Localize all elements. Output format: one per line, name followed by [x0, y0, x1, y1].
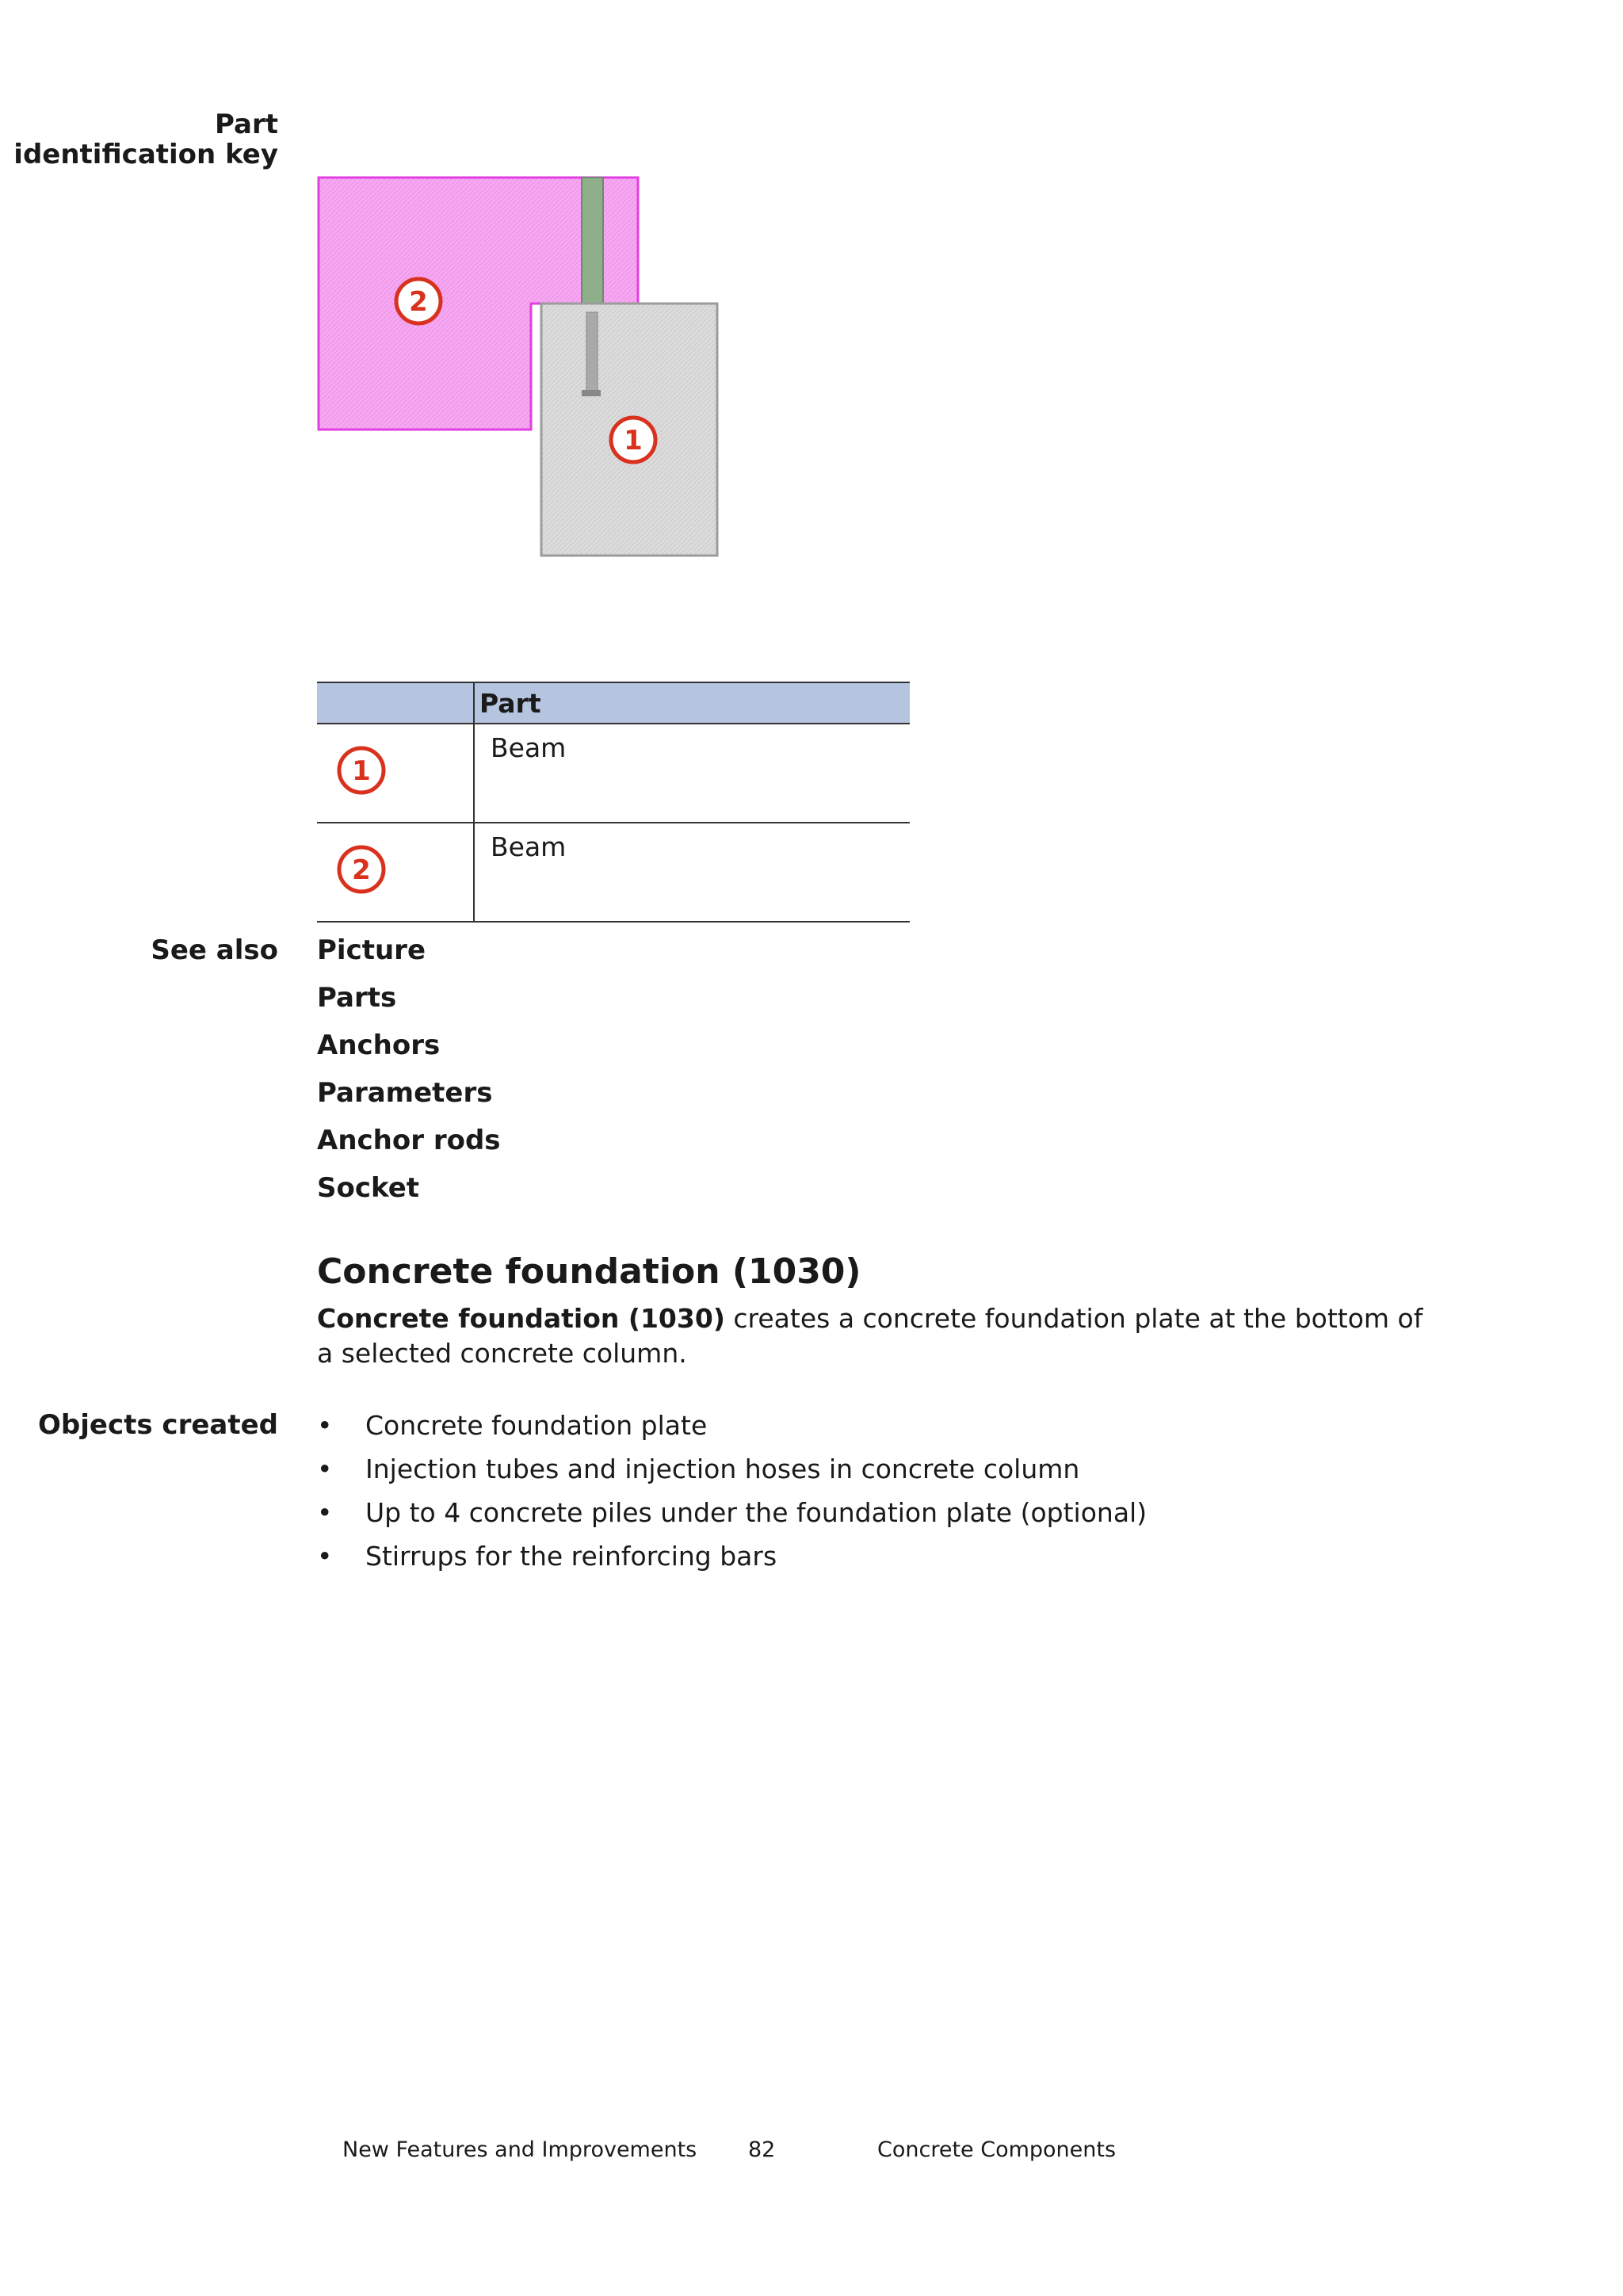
section-title: Concrete foundation (1030): [317, 1251, 861, 1292]
see-also-link-parameters[interactable]: Parameters: [317, 1077, 493, 1109]
see-also-link-parts[interactable]: Parts: [317, 982, 397, 1014]
part-identification-figure: [317, 176, 721, 560]
list-item: [317, 1496, 1147, 1540]
footer-document-title: New Features and Improvements: [342, 2137, 697, 2162]
part-key-label-line2: identification key: [13, 139, 278, 170]
objects-created-list: [317, 1409, 1147, 1584]
anchor-foot-shape: [582, 390, 601, 396]
intro-bold-term: Concrete foundation (1030): [317, 1303, 725, 1334]
svg-text:2: 2: [409, 286, 428, 318]
column-shape: [582, 178, 603, 306]
part-table-header-row: [317, 682, 910, 724]
section-intro: [317, 1301, 1442, 1371]
bullet-icon: •: [317, 1410, 333, 1441]
see-also-link-socket[interactable]: Socket: [317, 1172, 420, 1204]
marker-1-icon: [611, 418, 655, 462]
part-identification-key-label: [13, 109, 278, 170]
table-cell-part: Beam: [474, 724, 910, 823]
marker-2-icon: [396, 279, 441, 323]
table-row: [317, 724, 910, 823]
table-cell-marker: [317, 724, 474, 823]
list-item-text: Stirrups for the reinforcing bars: [365, 1541, 777, 1572]
bullet-icon: •: [317, 1497, 333, 1528]
list-item-text: Injection tubes and injection hoses in concrete column: [365, 1454, 1080, 1484]
footer-page-number: 82: [748, 2137, 776, 2162]
svg-text:2: 2: [352, 854, 371, 886]
part-table-header-part: Part: [474, 682, 910, 724]
part-key-label-line1: Part: [215, 109, 278, 140]
part-table: [317, 682, 910, 923]
bullet-icon: •: [317, 1454, 333, 1484]
table-cell-part: Beam: [474, 823, 910, 922]
list-item-text: Up to 4 concrete piles under the foundation plate (optional): [365, 1497, 1148, 1528]
list-item-text: Concrete foundation plate: [365, 1410, 708, 1441]
bullet-icon: •: [317, 1541, 333, 1572]
objects-created-label: Objects created: [37, 1409, 278, 1441]
see-also-list: [317, 934, 501, 1219]
see-also-label: See also: [151, 934, 278, 966]
part-identification-diagram: [317, 176, 721, 560]
footer-chapter-title: Concrete Components: [877, 2137, 1117, 2162]
list-item: [317, 1409, 1147, 1453]
see-also-link-picture[interactable]: Picture: [317, 934, 426, 966]
list-item: [317, 1540, 1147, 1584]
see-also-link-anchors[interactable]: Anchors: [317, 1030, 441, 1061]
marker-1-icon: [335, 744, 388, 797]
table-row: [317, 823, 910, 922]
list-item: [317, 1453, 1147, 1496]
svg-text:1: 1: [352, 755, 371, 787]
marker-2-icon: [335, 843, 388, 896]
table-cell-marker: [317, 823, 474, 922]
part-table-header-marker: [317, 682, 474, 724]
intro-text: creates a concrete foundation plate at the bottom of a selected concrete column.: [317, 1303, 1423, 1369]
see-also-link-anchor-rods[interactable]: Anchor rods: [317, 1125, 501, 1156]
anchor-rod-shape: [586, 312, 598, 392]
svg-text:1: 1: [624, 425, 643, 457]
